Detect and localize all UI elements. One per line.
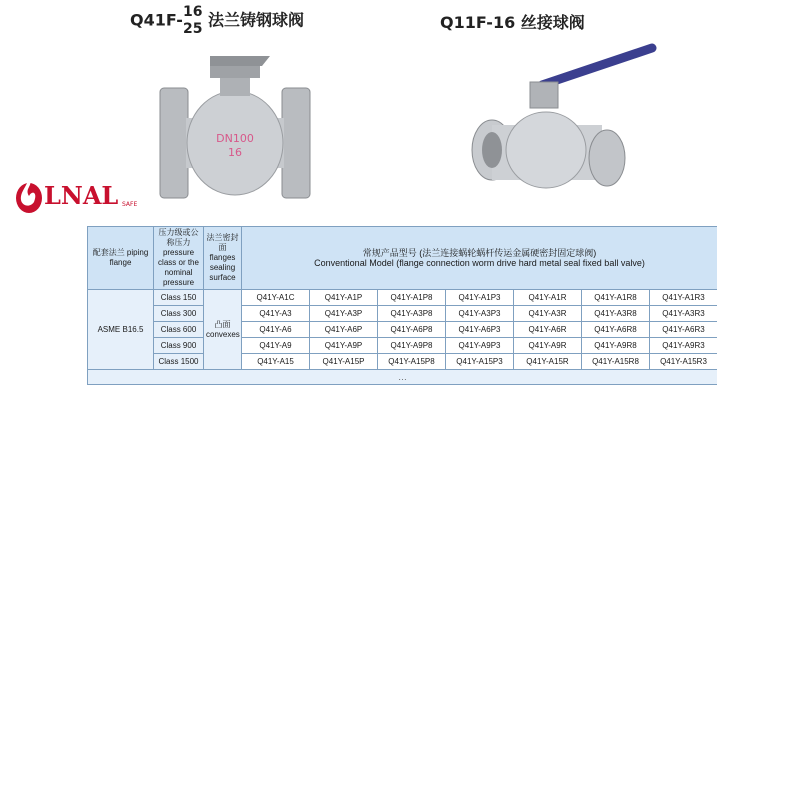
spec-table-container — [87, 226, 717, 800]
model-code-cell: Q41Y-A9P3 — [446, 338, 514, 354]
model-code-cell: Q41Y-A9R — [514, 338, 582, 354]
piping-flange-header: 配套法兰 piping flange — [88, 227, 154, 290]
left-title-suffix: 法兰铸钢球阀 — [202, 10, 305, 30]
model-code-cell: Q41Y-A3 — [242, 306, 310, 322]
model-code-cell: Q41Y-A9P — [310, 338, 378, 354]
model-code-cell: Q41Y-A15R8 — [582, 354, 650, 370]
model-code-cell: Q41Y-A6P3 — [446, 322, 514, 338]
sealing-surface-header: 法兰密封面 flanges sealing surface — [204, 227, 242, 290]
model-code-cell: Q41Y-A3R8 — [582, 306, 650, 322]
logo-subtext: SAFE — [122, 201, 138, 208]
logo-text: LNAL — [44, 181, 119, 210]
model-rows — [88, 290, 718, 385]
model-code-cell: Q41Y-A15P — [310, 354, 378, 370]
pressure-class-cell: Class 300 — [154, 306, 204, 322]
model-code-cell: Q41Y-A3R3 — [650, 306, 718, 322]
flanged-ball-valve-image — [150, 48, 320, 208]
fraction-numerator: 16 — [182, 4, 203, 20]
model-code-cell: Q41Y-A3P8 — [378, 306, 446, 322]
flange-standard-cell: ASME B16.5 — [88, 290, 154, 370]
model-code-cell: Q41Y-A6 — [242, 322, 310, 338]
table-row — [88, 354, 718, 370]
model-code-cell: Q41Y-A6P8 — [378, 322, 446, 338]
table-row — [88, 290, 718, 306]
table-row — [88, 322, 718, 338]
model-code-cell: Q41Y-A15R3 — [650, 354, 718, 370]
model-code-cell: Q41Y-A1P — [310, 290, 378, 306]
sealing-face-cell: 凸面 convexes — [204, 290, 242, 370]
pressure-class-cell: Class 1500 — [154, 354, 204, 370]
valve-marking-line1: DN100 — [216, 132, 254, 145]
pressure-class-cell: Class 150 — [154, 290, 204, 306]
threaded-ball-valve-image — [462, 40, 662, 205]
model-code-cell: Q41Y-A3P3 — [446, 306, 514, 322]
model-code-cell: Q41Y-A6R3 — [650, 322, 718, 338]
continuation-ellipsis: … — [88, 370, 718, 385]
model-code-cell: Q41Y-A1C — [242, 290, 310, 306]
model-code-cell: Q41Y-A6R — [514, 322, 582, 338]
left-product-title — [130, 4, 304, 38]
spec-table — [87, 226, 717, 385]
right-product-title: Q11F-16 丝接球阀 — [440, 13, 585, 32]
model-code-cell: Q41Y-A15 — [242, 354, 310, 370]
model-code-cell: Q41Y-A15R — [514, 354, 582, 370]
pressure-class-cell: Class 600 — [154, 322, 204, 338]
table-continuation-row — [88, 370, 718, 385]
pressure-fraction — [183, 4, 202, 38]
table-row — [88, 338, 718, 354]
model-code-cell: Q41Y-A3R — [514, 306, 582, 322]
brand-logo — [12, 172, 152, 218]
table-row — [88, 306, 718, 322]
model-title-en: Conventional Model (flange connection worm drive hard metal seal fixed ball valve) — [314, 258, 645, 268]
model-code-cell: Q41Y-A9 — [242, 338, 310, 354]
model-title-cn: 常规产品型号 (法兰连接蜗轮蜗杆传运金属硬密封固定球阀) — [362, 248, 597, 258]
model-code-cell: Q41Y-A6R8 — [582, 322, 650, 338]
conventional-model-header — [242, 227, 718, 290]
fraction-denominator: 25 — [182, 21, 203, 37]
model-code-cell: Q41Y-A9R3 — [650, 338, 718, 354]
model-code-cell: Q41Y-A3P — [310, 306, 378, 322]
model-code-cell: Q41Y-A6P — [310, 322, 378, 338]
model-code-cell: Q41Y-A9R8 — [582, 338, 650, 354]
flame-logo-icon — [12, 172, 152, 218]
model-code-cell: Q41Y-A9P8 — [378, 338, 446, 354]
model-code-cell: Q41Y-A15P8 — [378, 354, 446, 370]
model-code-cell: Q41Y-A1P3 — [446, 290, 514, 306]
model-code-cell: Q41Y-A1R — [514, 290, 582, 306]
model-code-cell: Q41Y-A1R3 — [650, 290, 718, 306]
pressure-class-cell: Class 900 — [154, 338, 204, 354]
model-code-cell: Q41Y-A15P3 — [446, 354, 514, 370]
left-title-prefix: Q41F- — [130, 10, 183, 30]
model-code-cell: Q41Y-A1R8 — [582, 290, 650, 306]
model-code-cell: Q41Y-A1P8 — [378, 290, 446, 306]
pressure-class-header: 压力级或公称压力 pressure class or the nominal pressure — [154, 227, 204, 290]
valve-marking-line2: 16 — [228, 146, 242, 159]
